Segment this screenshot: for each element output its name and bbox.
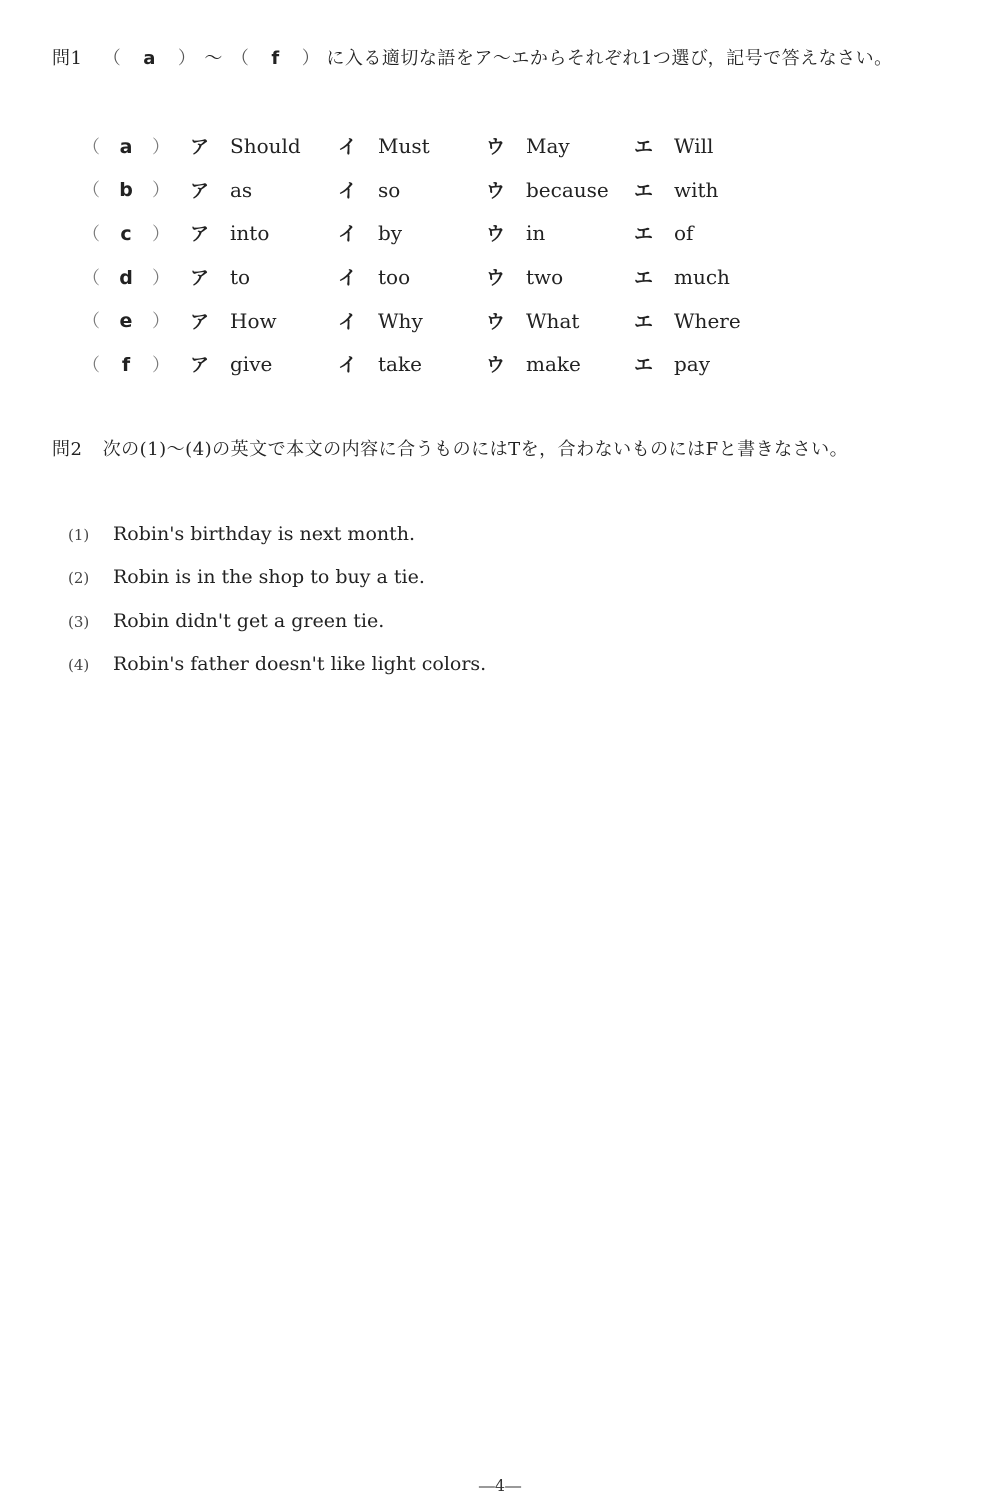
open-paren: （ — [82, 267, 100, 289]
open-paren: （ — [230, 48, 250, 69]
option-mark: ウ — [486, 354, 506, 377]
page-number: ―4― — [478, 1476, 522, 1495]
choice-option — [486, 168, 634, 212]
open-paren: （ — [82, 311, 100, 333]
option-mark: イ — [338, 223, 358, 246]
close-paren: ） — [152, 223, 170, 245]
option-mark: ウ — [486, 267, 506, 290]
choice-option — [190, 168, 338, 212]
close-paren: ） — [152, 354, 170, 376]
statement-item — [68, 518, 486, 561]
close-paren: ） — [177, 48, 197, 69]
option-word: too — [378, 265, 411, 290]
option-word: of — [674, 221, 694, 246]
statement-item — [68, 605, 486, 648]
option-word: How — [230, 308, 277, 333]
statement-text: Robin's father doesn't like light colors. — [113, 652, 487, 675]
blank-label — [82, 298, 190, 342]
open-paren: （ — [82, 354, 100, 376]
choice-option — [634, 298, 782, 342]
choice-option — [486, 342, 634, 386]
option-mark: エ — [634, 223, 654, 246]
option-mark: ウ — [486, 223, 506, 246]
choice-row-f — [82, 342, 782, 386]
option-mark: ア — [190, 179, 210, 202]
choice-option — [338, 342, 486, 386]
choice-option — [190, 124, 338, 168]
blank-letter: c — [120, 222, 132, 245]
blank-label — [82, 255, 190, 299]
option-word: Why — [378, 308, 423, 333]
option-word: Will — [674, 134, 714, 159]
option-mark: イ — [338, 179, 358, 202]
option-mark: ウ — [486, 179, 506, 202]
option-mark: イ — [338, 354, 358, 377]
choice-option — [338, 168, 486, 212]
choice-option — [634, 168, 782, 212]
question1-number: 問1 — [52, 48, 83, 69]
option-word: May — [526, 134, 570, 159]
choice-option — [486, 211, 634, 255]
question1-instruction — [52, 44, 893, 70]
option-word: make — [526, 352, 581, 377]
question2-instruction-text: 次の(1)～(4)の英文で本文の内容に合うものにはTを，合わないものにはFと書きなさい。 — [102, 439, 849, 460]
statement-number: (3) — [68, 612, 90, 631]
blank-label — [82, 168, 190, 212]
option-word: into — [230, 221, 270, 246]
choice-option — [190, 298, 338, 342]
blank-label — [82, 211, 190, 255]
option-mark: エ — [634, 179, 654, 202]
choice-option — [338, 255, 486, 299]
statement-number: (2) — [68, 569, 90, 588]
choice-option — [190, 211, 338, 255]
statement-item — [68, 648, 486, 691]
blank-letter: a — [143, 48, 156, 69]
option-mark: ア — [190, 354, 210, 377]
blank-letter: d — [119, 266, 133, 289]
question1-instruction-text: に入る適切な語をア～エからそれぞれ1つ選び，記号で答えなさい。 — [326, 48, 893, 69]
choice-option — [486, 255, 634, 299]
choice-option — [486, 298, 634, 342]
open-paren: （ — [82, 223, 100, 245]
blank-letter: e — [119, 310, 133, 333]
blank-label — [82, 124, 190, 168]
option-word: Must — [378, 134, 430, 159]
option-mark: エ — [634, 267, 654, 290]
statement-number: (1) — [68, 526, 90, 544]
blank-label — [82, 342, 190, 386]
option-word: with — [674, 177, 719, 202]
choice-option — [190, 342, 338, 386]
option-mark: イ — [338, 310, 358, 333]
statement-text: Robin didn't get a green tie. — [113, 609, 385, 632]
option-word: Where — [674, 308, 741, 333]
close-paren: ） — [301, 48, 321, 69]
option-word: by — [378, 221, 403, 246]
blank-range-start — [103, 44, 197, 70]
choice-row-c — [82, 211, 782, 255]
choice-option — [338, 124, 486, 168]
question2-number: 問2 — [52, 439, 83, 460]
open-paren: （ — [82, 180, 100, 202]
option-word: pay — [674, 352, 711, 377]
option-mark: ウ — [486, 310, 506, 333]
choice-option — [634, 124, 782, 168]
option-word: give — [230, 352, 273, 377]
choice-option — [338, 211, 486, 255]
close-paren: ） — [152, 267, 170, 289]
option-mark: イ — [338, 136, 358, 159]
option-word: so — [378, 177, 401, 202]
statement-item — [68, 561, 486, 604]
option-mark: ア — [190, 310, 210, 333]
open-paren: （ — [102, 48, 122, 69]
option-mark: イ — [338, 267, 358, 290]
option-word: take — [378, 352, 422, 377]
option-word: because — [526, 177, 609, 202]
choice-table — [82, 124, 782, 386]
choice-row-a — [82, 124, 782, 168]
option-mark: ア — [190, 136, 210, 159]
option-mark: エ — [634, 136, 654, 159]
choice-option — [634, 342, 782, 386]
blank-letter: b — [119, 179, 133, 202]
blank-letter: a — [119, 135, 133, 158]
close-paren: ） — [152, 180, 170, 202]
blank-letter: f — [121, 353, 131, 376]
open-paren: （ — [82, 136, 100, 158]
choice-option — [486, 124, 634, 168]
blank-range-end — [231, 44, 320, 70]
choice-option — [634, 211, 782, 255]
option-word: in — [526, 221, 546, 246]
question2-instruction — [52, 435, 848, 461]
close-paren: ） — [152, 311, 170, 333]
option-word: to — [230, 265, 251, 290]
option-word: two — [526, 265, 564, 290]
option-mark: エ — [634, 310, 654, 333]
option-mark: ア — [190, 267, 210, 290]
option-mark: エ — [634, 354, 654, 377]
statement-list — [68, 518, 486, 691]
choice-row-d — [82, 255, 782, 299]
choice-row-e — [82, 298, 782, 342]
range-tilde: ～ — [204, 48, 223, 69]
statement-number: (4) — [68, 655, 90, 674]
statement-text: Robin is in the shop to buy a tie. — [113, 566, 425, 589]
choice-row-b — [82, 168, 782, 212]
choice-option — [634, 255, 782, 299]
option-word: much — [674, 265, 730, 290]
option-mark: ア — [190, 223, 210, 246]
option-word: Should — [230, 134, 301, 159]
option-word: What — [526, 308, 580, 333]
choice-option — [338, 298, 486, 342]
choice-option — [190, 255, 338, 299]
statement-text: Robin's birthday is next month. — [113, 523, 416, 545]
option-mark: ウ — [486, 136, 506, 159]
blank-letter: f — [271, 48, 280, 69]
close-paren: ） — [152, 136, 170, 158]
option-word: as — [230, 177, 253, 202]
